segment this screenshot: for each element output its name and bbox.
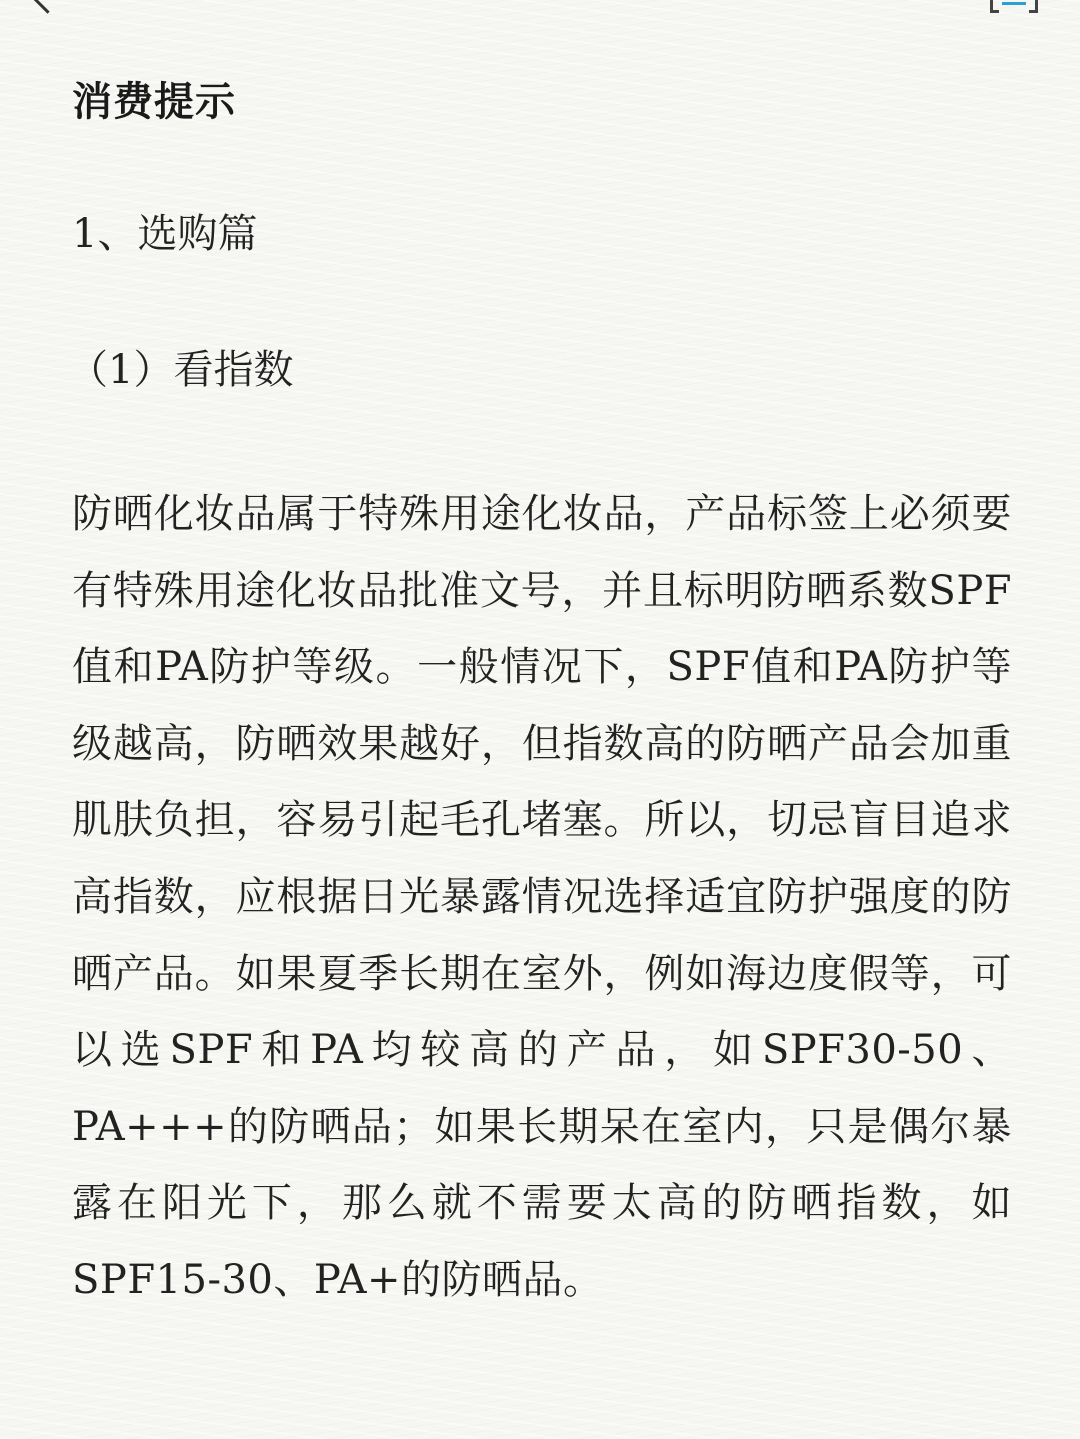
back-chevron-icon[interactable] xyxy=(31,0,64,14)
section-heading: 1、选购篇 xyxy=(72,211,258,257)
fullscreen-icon[interactable] xyxy=(990,0,1038,12)
subsection-heading: （1）看指数 xyxy=(68,347,294,393)
article-paragraph: 防晒化妆品属于特殊用途化妆品，产品标签上必须要有特殊用途化妆品批准文号，并且标明防晒系数SPF值和PA防护等级。一般情况下，SPF值和PA防护等级越高，防晒效果越好，但指数高的防晒产品会加重肌肤负担，容易引起毛孔堵塞。所以，切忌盲目追求高指数，应根据日光暴露情况选择适宜防护强度的防晒产品。如果夏季长期在室外，例如海边度假等，可以选SPF和PA均较高的产品，如SPF30-50、PA+++的防晒品；如果长期呆在室内，只是偶尔暴露在阳光下，那么就不需要太高的防晒指数，如SPF15-30、PA+的防晒品。 xyxy=(72,491,1012,1303)
article-title: 消费提示 xyxy=(72,79,236,125)
